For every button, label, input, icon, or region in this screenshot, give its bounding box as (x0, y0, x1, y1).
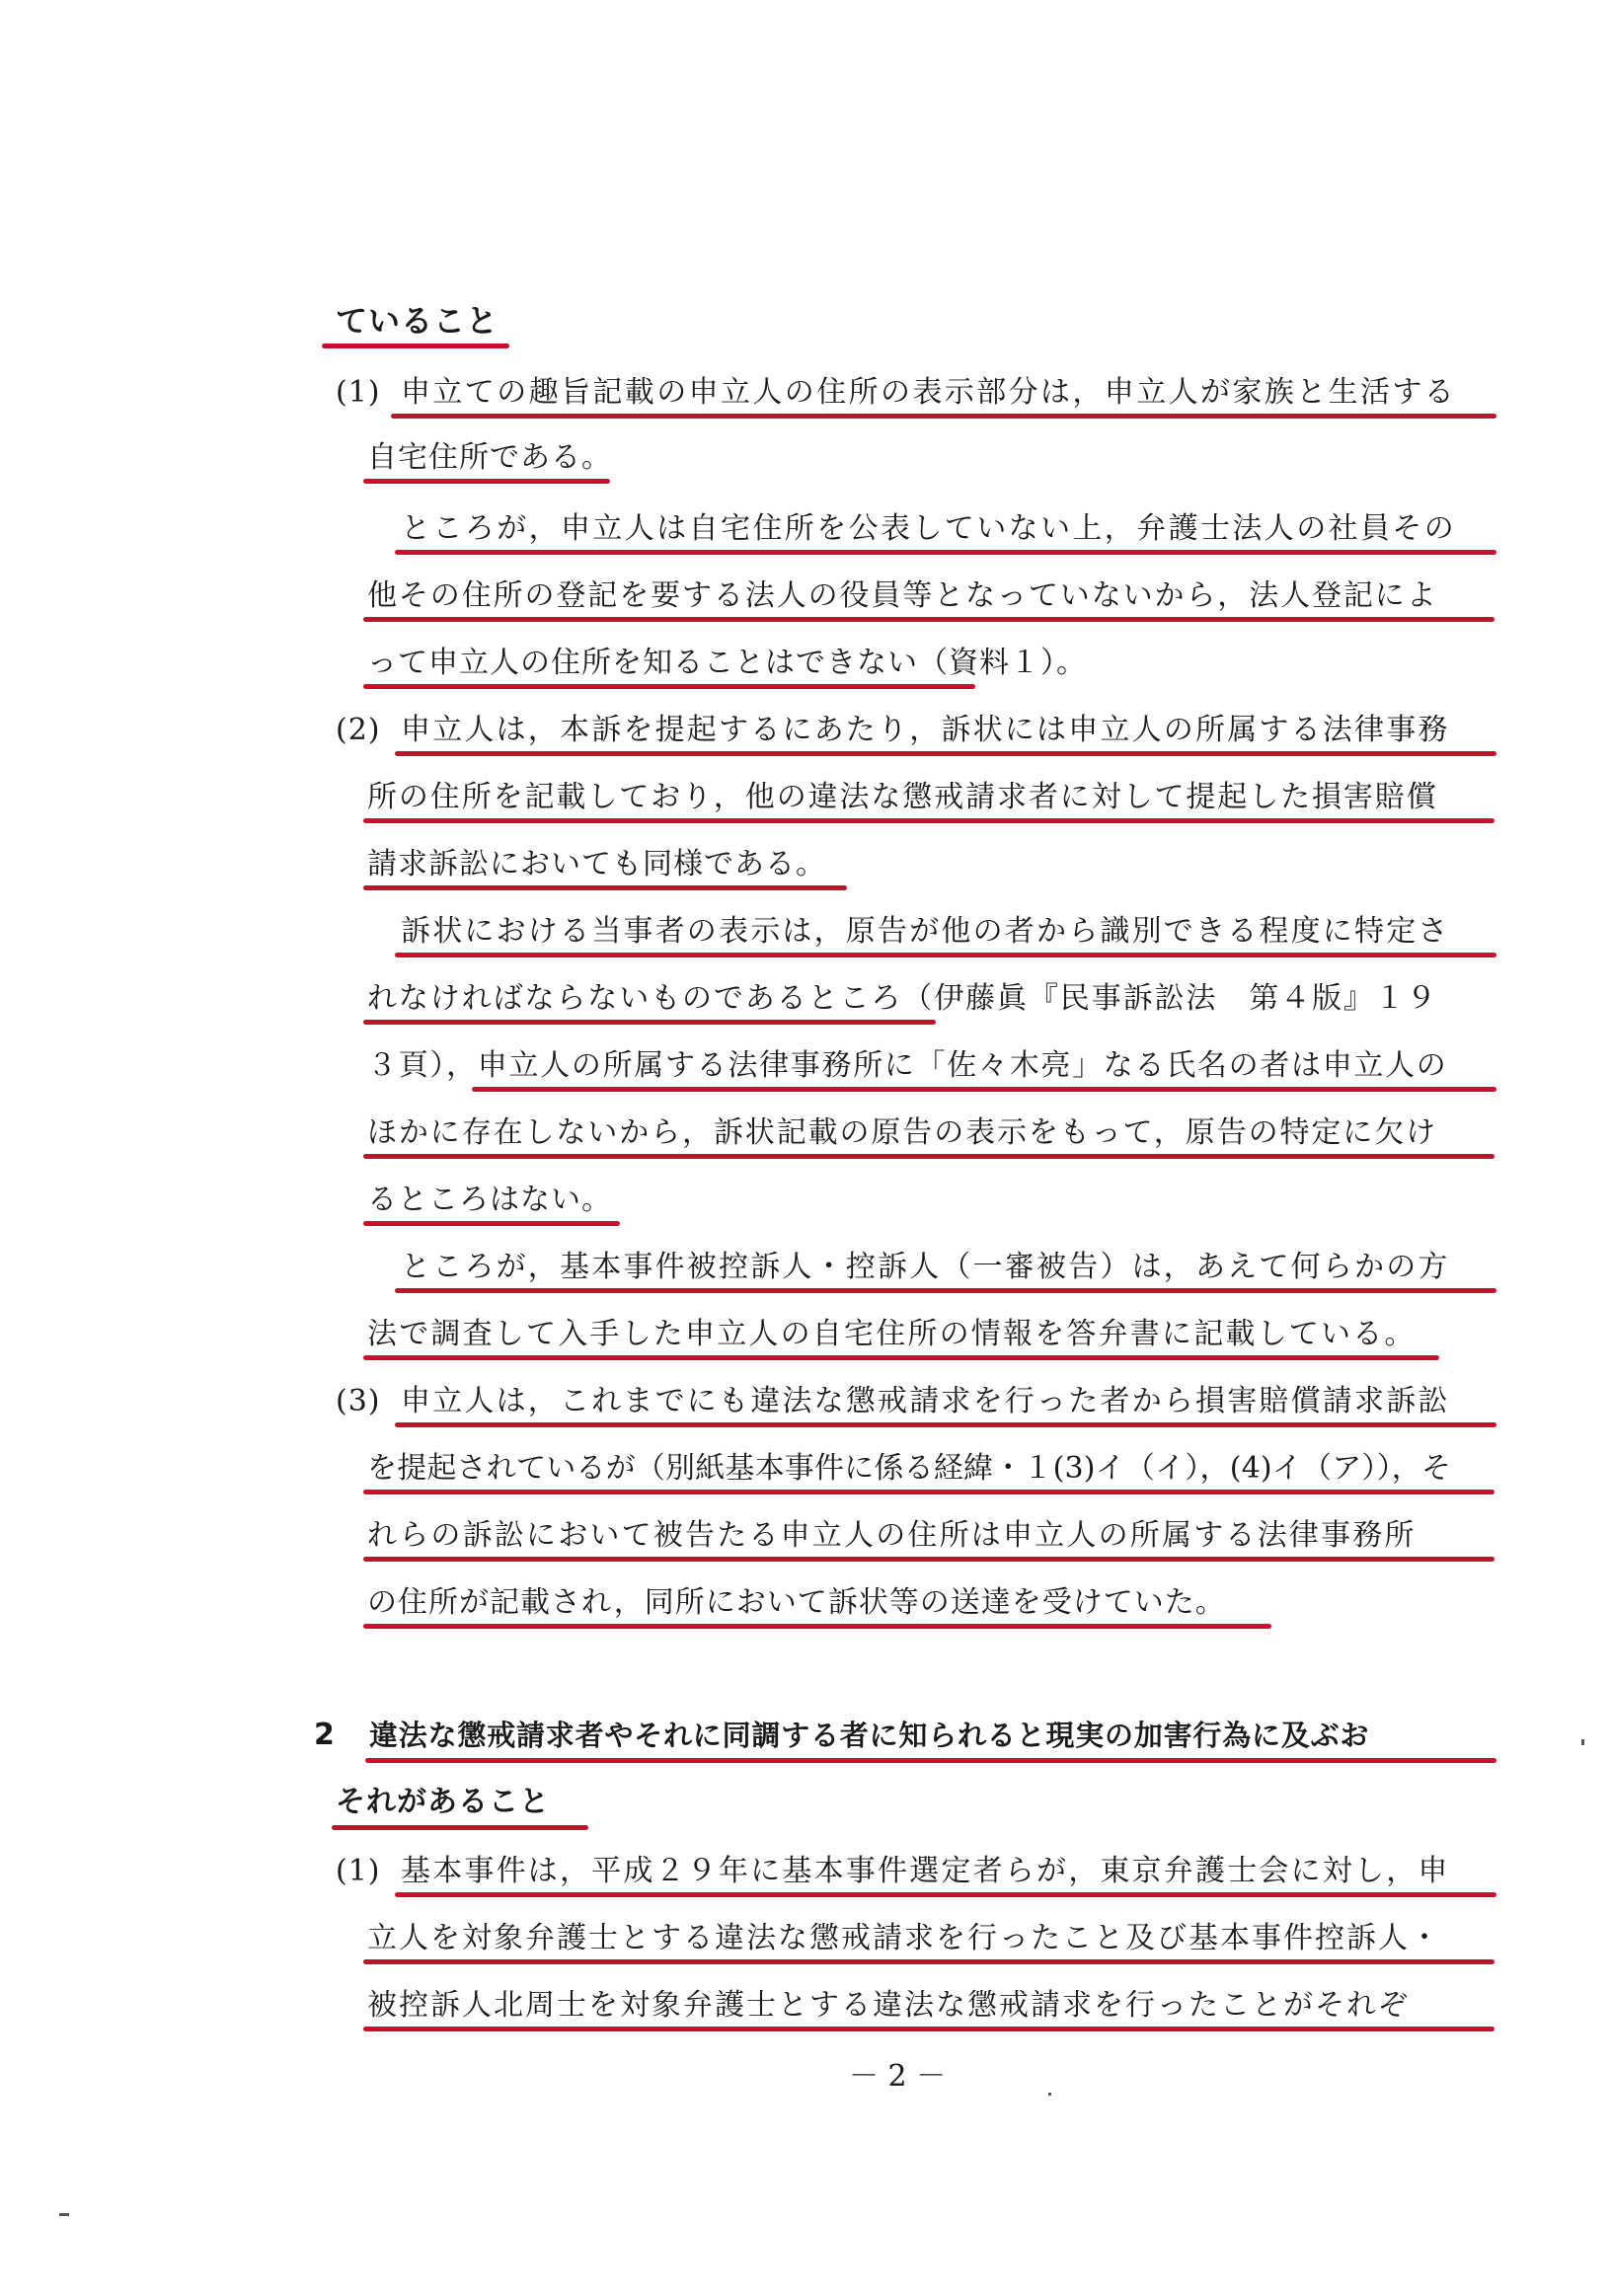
underline (363, 1959, 1495, 1964)
paragraph-line: ３頁），申立人の所属する法律事務所に「佐々木亮」なる氏名の者は申立人の (367, 1048, 1448, 1083)
underline (322, 344, 509, 348)
underline (363, 1154, 1495, 1159)
paragraph-line: 基本事件は，平成２９年に基本事件選定者らが，東京弁護士会に対し，申 (401, 1854, 1450, 1888)
paragraph-line: 申立ての趣旨記載の申立人の住所の表示部分は，申立人が家族と生活する (401, 375, 1457, 410)
underline (363, 2027, 1495, 2031)
section-heading: それがあること (336, 1785, 550, 1819)
item-number: (1) (336, 1854, 381, 1888)
paragraph-line: れなければならないものであるところ（伊藤眞『民事訴訟法 第４版』１９ (367, 981, 1438, 1016)
underline (395, 1422, 1496, 1427)
scan-speck (59, 2213, 69, 2216)
underline (395, 1288, 1496, 1293)
underline (472, 1087, 1496, 1092)
paragraph-line: ほかに存在しないから，訴状記載の原告の表示をもって，原告の特定に欠け (367, 1115, 1437, 1150)
section-number: 2 (314, 1718, 336, 1752)
paragraph-line: 被控訴人北周士を対象弁護士とする違法な懲戒請求を行ったことがそれぞ (367, 1988, 1410, 2023)
underline (395, 550, 1496, 555)
underline (363, 818, 1495, 823)
page-number: － 2 － (849, 2059, 947, 2094)
section-heading: 違法な懲戒請求者やそれに同調する者に知られると現実の加害行為に及ぶお (369, 1719, 1370, 1752)
paragraph-line: 立人を対象弁護士とする違法な懲戒請求を行ったこと及び基本事件控訴人・ (367, 1921, 1441, 1955)
underline (363, 1355, 1439, 1360)
underline (363, 479, 610, 484)
underline (363, 684, 975, 689)
underline (395, 751, 1496, 756)
paragraph-line: れらの訴訟において被告たる申立人の住所は申立人の所属する法律事務所 (367, 1518, 1417, 1553)
underline (391, 414, 1496, 419)
underline (363, 885, 847, 890)
paragraph-line: 申立人は，本訴を提起するにあたり，訴状には申立人の所属する法律事務 (401, 713, 1450, 747)
underline (363, 617, 1495, 622)
underline (395, 953, 1496, 957)
paragraph-line: ところが，基本事件被控訴人・控訴人（一審被告）は，あえて何らかの方 (401, 1250, 1450, 1284)
item-number: (1) (336, 375, 381, 410)
paragraph-line: って申立人の住所を知ることはできない（資料１）。 (367, 646, 1087, 680)
underline (363, 1557, 1495, 1562)
scan-speck (1581, 1739, 1584, 1745)
paragraph-line: 請求訴訟においても同様である。 (367, 847, 826, 881)
paragraph-line: ところが，申立人は自宅住所を公表していない上，弁護士法人の社員その (401, 511, 1457, 546)
item-number: (3) (336, 1384, 381, 1418)
paragraph-line: 申立人は，これまでにも違法な懲戒請求を行った者から損害賠償請求訴訟 (401, 1384, 1450, 1418)
paragraph-line: を提起されているが（別紙基本事件に係る経緯・１(3)イ（イ），(4)イ（ア）），そ (367, 1451, 1452, 1486)
underline (363, 1490, 1495, 1494)
paragraph-line: 他その住所の登記を要する法人の役員等となっていないから，法人登記によ (367, 578, 1438, 613)
paragraph-line: 法で調査して入手した申立人の自宅住所の情報を答弁書に記載している。 (367, 1317, 1417, 1351)
heading-continuation: ていること (336, 302, 499, 340)
underline (332, 1825, 588, 1830)
paragraph-line: 自宅住所である。 (367, 440, 612, 475)
underline (363, 1221, 620, 1226)
underline (363, 1020, 936, 1025)
paragraph-line: 訴状における当事者の表示は，原告が他の者から識別できる程度に特定さ (401, 914, 1450, 949)
underline (395, 1892, 1496, 1897)
paragraph-line: 所の住所を記載しており，他の違法な懲戒請求者に対して提起した損害賠償 (367, 780, 1438, 814)
paragraph-line: の住所が記載され，同所において訴状等の送達を受けていた。 (367, 1585, 1226, 1620)
scan-speck (1048, 2093, 1051, 2096)
item-number: (2) (336, 713, 381, 747)
underline (365, 1758, 1496, 1763)
paragraph-line: るところはない。 (367, 1183, 612, 1217)
underline (363, 1624, 1271, 1629)
